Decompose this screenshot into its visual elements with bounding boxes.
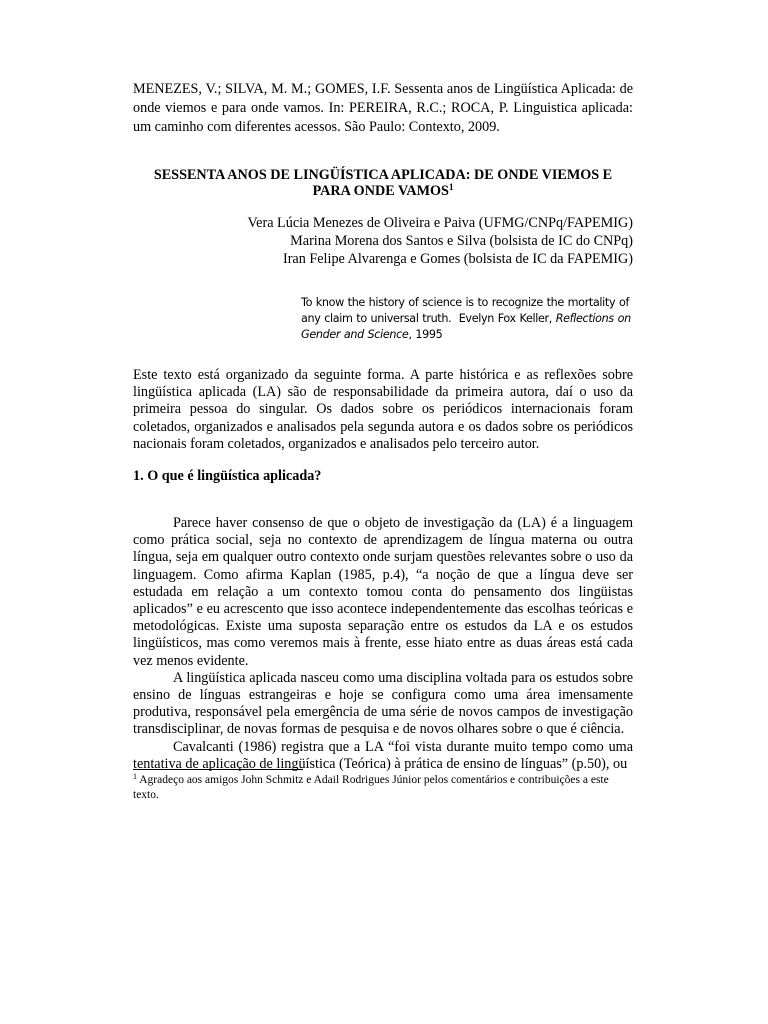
section-body <box>133 515 633 773</box>
footnote-divider <box>133 769 303 770</box>
title-line-1: SESSENTA ANOS DE LINGÜÍSTICA APLICADA: DE ONDE VIEMOS E <box>153 167 613 183</box>
title-line-2-text: PARA ONDE VAMOS <box>312 183 449 199</box>
footnote <box>133 773 633 803</box>
epigraph <box>301 295 634 343</box>
document-title <box>133 167 633 199</box>
author-3: Iran Felipe Alvarenga e Gomes (bolsista de IC da FAPEMIG) <box>282 251 633 267</box>
epigraph-quote: To know the history of science is to recognize the mortality of any claim to universal truth. <box>301 296 630 325</box>
footnote-marker: 1 <box>133 772 137 781</box>
author-1: Vera Lúcia Menezes de Oliveira e Paiva (UFMG/CNPq/FAPEMIG) <box>247 215 633 231</box>
title-line-2 <box>133 183 633 199</box>
intro-paragraph: Este texto está organizado da seguinte forma. A parte histórica e as reflexões sobre lingüística aplicada (LA) são de responsabilidade da primeira autora, daí o uso da primeira pessoa do singular. Os dados sobre os periódicos internacionais foram coletados, organizados e analisados pela segunda autora e os dados sobre os periódicos nacionais foram coletados, organizados e analisados pelo terceiro autor. <box>133 367 633 452</box>
body-paragraph-1: Parece haver consenso de que o objeto de investigação da (LA) é a linguagem como prática social, seja no contexto de aprendizagem de língua materna ou outra língua, seja em qualquer outro contexto onde surjam questões relevantes sobre o uso da linguagem. Como afirma Kaplan (1985, p.4), “a noção de que a língua deve ser estudada em relação a um contexto tomou conta do pensamento dos lingüistas aplicados” e eu acrescento que isso acontece independentemente das escolhas teóricas e metodológicas. Existe uma suposta separação entre os estudos da LA e os estudos lingüísticos, mas como veremos mais à frente, esse hiato entre as duas áreas está cada vez menos evidente. <box>133 515 633 669</box>
epigraph-author: Evelyn Fox Keller, <box>458 312 552 325</box>
epigraph-year: , 1995 <box>408 328 443 341</box>
epigraph-work: Reflections on Gender and Science <box>301 312 631 341</box>
section-heading: 1. O que é lingüística aplicada? <box>133 468 322 484</box>
body-paragraph-3: Cavalcanti (1986) registra que a LA “foi vista durante muito tempo como uma tentativa de aplicação de lingüística (Teórica) à prática de ensino de línguas” (p.50), ou <box>133 738 633 772</box>
body-paragraph-2: A lingüística aplicada nasceu como uma disciplina voltada para os estudos sobre ensino de línguas estrangeiras e hoje se configura como uma área imensamente produtiva, responsável pela emergência de uma série de novos campos de investigação transdisciplinar, de novas formas de pesquisa e de novos olhares sobre o que é ciência. <box>133 669 633 738</box>
title-footnote-marker: 1 <box>448 182 454 192</box>
author-2: Marina Morena dos Santos e Silva (bolsista de IC do CNPq) <box>290 233 633 249</box>
footnote-text: Agradeço aos amigos John Schmitz e Adail Rodrigues Júnior pelos comentários e contribuições a este texto. <box>133 774 609 801</box>
author-list <box>133 214 633 268</box>
bibliographic-citation: MENEZES, V.; SILVA, M. M.; GOMES, I.F. Sessenta anos de Lingüística Aplicada: de onde viemos e para onde vamos. In: PEREIRA, R.C.; ROCA, P. Linguistica aplicada: um caminho com diferentes acessos. São Paulo: Contexto, 2009. <box>133 81 633 135</box>
